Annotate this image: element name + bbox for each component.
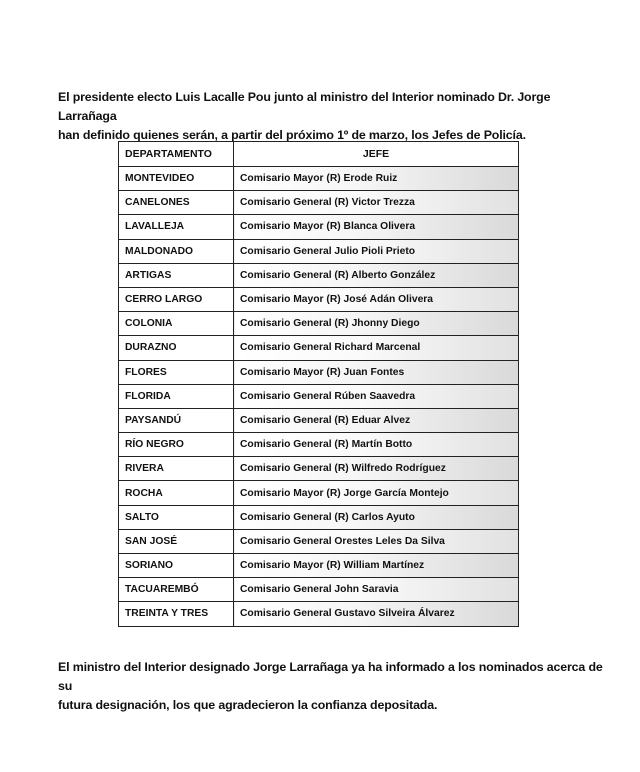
table-row [119, 336, 519, 360]
departamento-cell: CERRO LARGO [119, 287, 234, 311]
departamento-cell: TACUAREMBÓ [119, 578, 234, 602]
departamento-cell: MONTEVIDEO [119, 167, 234, 191]
departamento-cell: RÍO NEGRO [119, 433, 234, 457]
table-row [119, 481, 519, 505]
table-row [119, 215, 519, 239]
jefe-cell: Comisario General (R) Victor Trezza [234, 191, 519, 215]
departamento-cell: TREINTA Y TRES [119, 602, 234, 626]
jefe-cell: Comisario General Julio Pioli Prieto [234, 239, 519, 263]
table-row [119, 263, 519, 287]
table-row [119, 505, 519, 529]
table-row [119, 578, 519, 602]
table-header-row [119, 142, 519, 167]
table-row [119, 529, 519, 553]
jefe-cell: Comisario General Rúben Saavedra [234, 384, 519, 408]
table-row [119, 457, 519, 481]
table-row [119, 287, 519, 311]
jefe-cell: Comisario Mayor (R) William Martínez [234, 554, 519, 578]
table-row [119, 602, 519, 626]
jefe-cell: Comisario General (R) Jhonny Diego [234, 312, 519, 336]
departamento-cell: SORIANO [119, 554, 234, 578]
jefe-cell: Comisario General (R) Martín Botto [234, 433, 519, 457]
departamento-cell: RIVERA [119, 457, 234, 481]
departamento-cell: FLORIDA [119, 384, 234, 408]
jefe-cell: Comisario General Gustavo Silveira Álvarez [234, 602, 519, 626]
jefe-cell: Comisario Mayor (R) José Adán Olivera [234, 287, 519, 311]
jefe-cell: Comisario General (R) Alberto González [234, 263, 519, 287]
table-row [119, 167, 519, 191]
jefe-cell: Comisario General (R) Carlos Ayuto [234, 505, 519, 529]
intro-line-2: han definido quienes serán, a partir del próximo 1º de marzo, los Jefes de Policía. [58, 128, 526, 142]
table-row [119, 433, 519, 457]
intro-paragraph [58, 88, 598, 145]
intro-line-1: El presidente electo Luis Lacalle Pou junto al ministro del Interior nominado Dr. Jorge Larrañaga [58, 90, 551, 123]
table-row [119, 191, 519, 215]
departamento-cell: PAYSANDÚ [119, 408, 234, 432]
departamento-cell: CANELONES [119, 191, 234, 215]
jefes-de-policia-table [118, 141, 519, 627]
departamento-cell: LAVALLEJA [119, 215, 234, 239]
header-jefe: JEFE [234, 142, 519, 167]
outro-line-2: futura designación, los que agradecieron la confianza depositada. [58, 698, 438, 712]
departamento-cell: SALTO [119, 505, 234, 529]
jefe-cell: Comisario Mayor (R) Erode Ruiz [234, 167, 519, 191]
jefe-cell: Comisario Mayor (R) Blanca Olivera [234, 215, 519, 239]
departamento-cell: ARTIGAS [119, 263, 234, 287]
table-row [119, 554, 519, 578]
departamento-cell: SAN JOSÉ [119, 529, 234, 553]
departamento-cell: DURAZNO [119, 336, 234, 360]
jefe-cell: Comisario Mayor (R) Jorge García Montejo [234, 481, 519, 505]
outro-line-1: El ministro del Interior designado Jorge Larrañaga ya ha informado a los nominados acerca de su [58, 660, 603, 693]
jefe-cell: Comisario General Richard Marcenal [234, 336, 519, 360]
departamento-cell: ROCHA [119, 481, 234, 505]
table-row [119, 360, 519, 384]
departamento-cell: MALDONADO [119, 239, 234, 263]
jefes-table-container [118, 141, 518, 627]
departamento-cell: FLORES [119, 360, 234, 384]
jefe-cell: Comisario General (R) Eduar Alvez [234, 408, 519, 432]
departamento-cell: COLONIA [119, 312, 234, 336]
jefe-cell: Comisario Mayor (R) Juan Fontes [234, 360, 519, 384]
table-row [119, 408, 519, 432]
table-row [119, 384, 519, 408]
table-row [119, 239, 519, 263]
header-departamento: DEPARTAMENTO [119, 142, 234, 167]
closing-paragraph [58, 658, 603, 715]
jefe-cell: Comisario General John Saravia [234, 578, 519, 602]
jefe-cell: Comisario General Orestes Leles Da Silva [234, 529, 519, 553]
jefe-cell: Comisario General (R) Wilfredo Rodríguez [234, 457, 519, 481]
table-body [119, 167, 519, 627]
table-row [119, 312, 519, 336]
